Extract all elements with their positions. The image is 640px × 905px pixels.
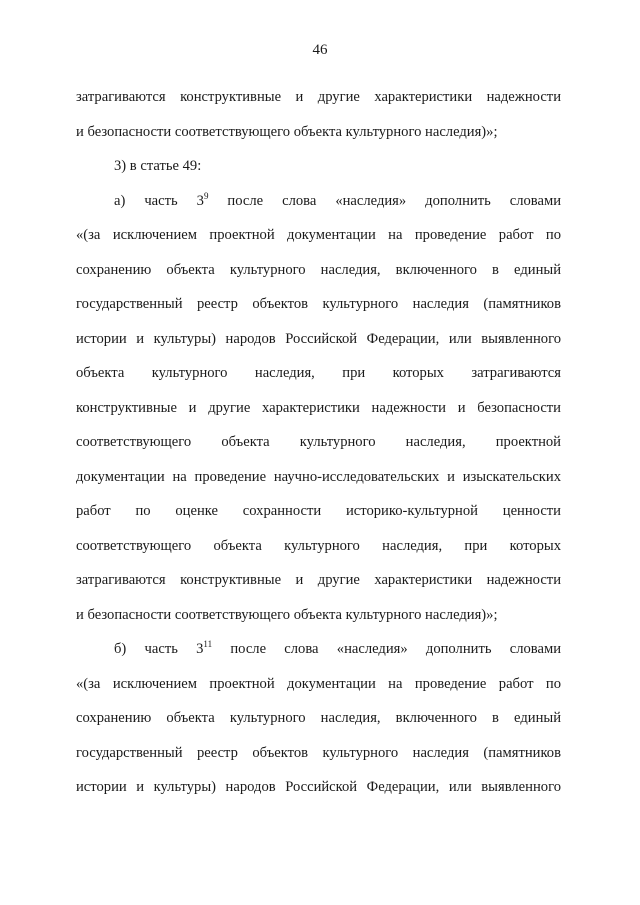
text-line: объекта культурного наследия, при которых затрагиваются: [76, 365, 561, 381]
text-line: соответствующего объекта культурного наследия, проектной: [76, 434, 561, 450]
text-line: [76, 632, 561, 667]
text-line: и безопасности соответствующего объекта культурного наследия)»;: [76, 606, 498, 623]
text-line: сохранению объекта культурного наследия, включенного в единый: [76, 710, 561, 726]
text-line: конструктивные и другие характеристики надежности и безопасности: [76, 399, 561, 416]
text-line: работ по оценке сохранности историко-культурной ценности: [76, 503, 561, 519]
superscript: 9: [203, 190, 209, 201]
text-line: [76, 184, 561, 219]
text-line: истории и культуры) народов Российской Федерации, или выявленного: [76, 330, 561, 347]
text-line: документации на проведение научно-исследовательских и изыскательских: [76, 468, 561, 485]
text-line: 3) в статье 49:: [114, 158, 202, 174]
text-segment: после слова «наследия» дополнить словами: [212, 641, 561, 657]
text-line: истории и культуры) народов Российской Федерации, или выявленного: [76, 779, 561, 795]
text-line: и безопасности соответствующего объекта культурного наследия)»;: [76, 123, 498, 140]
text-segment: б) часть 3: [114, 641, 204, 657]
text-line: затрагиваются конструктивные и другие характеристики надежности: [76, 89, 561, 105]
text-line: государственный реестр объектов культурного наследия (памятников: [76, 744, 561, 761]
page-number: 46: [312, 42, 328, 58]
text-segment: после слова «наследия» дополнить словами: [208, 192, 561, 209]
text-line: соответствующего объекта культурного наследия, при которых: [76, 537, 561, 554]
text-line: затрагиваются конструктивные и другие характеристики надежности: [76, 572, 561, 588]
text-line: «(за исключением проектной документации на проведение работ по: [76, 227, 561, 243]
text-line: «(за исключением проектной документации на проведение работ по: [76, 675, 561, 692]
text-line: государственный реестр объектов культурного наследия (памятников: [76, 296, 561, 312]
text-segment: а) часть 3: [114, 192, 204, 209]
superscript: 11: [203, 639, 213, 649]
document-text: [76, 80, 561, 805]
text-line: сохранению объекта культурного наследия, включенного в единый: [76, 261, 561, 278]
